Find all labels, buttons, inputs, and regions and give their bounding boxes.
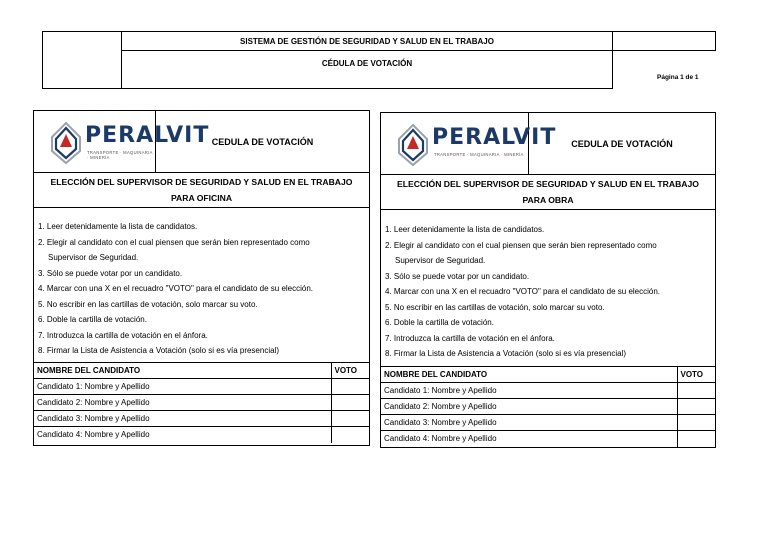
table-row bbox=[34, 411, 369, 427]
candidate-name: Candidato 1: Nombre y Apellido bbox=[34, 379, 331, 395]
election-line-1: ELECCIÓN DEL SUPERVISOR DE SEGURIDAD Y SALUD EN EL TRABAJO bbox=[50, 177, 353, 187]
ballot-obra bbox=[380, 112, 716, 448]
table-row bbox=[34, 427, 369, 443]
instruction-item: 8. Firmar la Lista de Asistencia a Votación (solo si es vía presencial) bbox=[385, 349, 626, 358]
header-logo-cell bbox=[42, 31, 122, 89]
header-title-cell bbox=[121, 50, 613, 89]
logo-cell bbox=[381, 113, 557, 175]
vote-header: VOTO bbox=[677, 367, 715, 383]
table-row bbox=[34, 379, 369, 395]
brand-name: PERALVIT bbox=[432, 125, 557, 150]
election-line-2: PARA OBRA bbox=[522, 195, 574, 205]
vote-box[interactable] bbox=[331, 395, 369, 411]
vote-box[interactable] bbox=[331, 427, 369, 443]
instruction-item: 5. No escribir en las cartillas de votación, solo marcar su voto. bbox=[385, 302, 605, 312]
ballot-oficina bbox=[33, 110, 370, 446]
candidate-name: Candidato 4: Nombre y Apellido bbox=[34, 427, 331, 443]
candidate-name-header: NOMBRE DEL CANDIDATO bbox=[34, 363, 331, 379]
instruction-item: 7. Introduzca la cartilla de votación en el ánfora. bbox=[385, 333, 555, 343]
table-header-row bbox=[34, 363, 369, 379]
candidate-table bbox=[34, 362, 369, 443]
candidate-name: Candidato 4: Nombre y Apellido bbox=[381, 431, 677, 447]
table-header-row bbox=[381, 367, 715, 383]
instruction-item: 7. Introduzca la cartilla de votación en el ánfora. bbox=[38, 330, 208, 340]
table-row bbox=[381, 415, 715, 431]
instruction-item: 4. Marcar con una X en el recuadro "VOTO" para el candidato de su elección. bbox=[385, 287, 661, 296]
document-header bbox=[42, 31, 716, 89]
instruction-item: 1. Leer detenidamente la lista de candidatos. bbox=[385, 225, 545, 234]
header-code-cell bbox=[612, 31, 716, 51]
ballot-title: CEDULA DE VOTACIÓN bbox=[156, 111, 369, 173]
election-heading bbox=[381, 175, 715, 210]
peralvit-logo-icon bbox=[397, 123, 429, 167]
peralvit-logo-icon bbox=[50, 121, 82, 165]
brand-name: PERALVIT bbox=[85, 123, 210, 148]
instruction-item: 6. Doble la cartilla de votación. bbox=[38, 315, 147, 324]
election-line-2: PARA OFICINA bbox=[170, 193, 233, 203]
instruction-item: Supervisor de Seguridad. bbox=[48, 253, 139, 262]
election-line-1: ELECCIÓN DEL SUPERVISOR DE SEGURIDAD Y SALUD EN EL TRABAJO bbox=[397, 179, 699, 189]
vote-box[interactable] bbox=[331, 411, 369, 427]
candidate-name: Candidato 2: Nombre y Apellido bbox=[34, 395, 331, 411]
system-title: SISTEMA DE GESTIÓN DE SEGURIDAD Y SALUD EN EL TRABAJO bbox=[240, 37, 494, 46]
candidate-name: Candidato 3: Nombre y Apellido bbox=[34, 411, 331, 427]
instruction-item: 3. Sólo se puede votar por un candidato. bbox=[385, 271, 530, 281]
candidate-name: Candidato 3: Nombre y Apellido bbox=[381, 415, 677, 431]
instructions-list bbox=[385, 222, 711, 362]
document-title: CÉDULA DE VOTACIÓN bbox=[321, 59, 413, 68]
logo-cell bbox=[34, 111, 210, 173]
instruction-item: 3. Sólo se puede votar por un candidato. bbox=[38, 268, 183, 278]
vote-box[interactable] bbox=[677, 415, 715, 431]
instruction-item: 5. No escribir en las cartillas de votación, solo marcar su voto. bbox=[38, 299, 258, 309]
election-heading bbox=[34, 173, 369, 208]
candidate-name: Candidato 2: Nombre y Apellido bbox=[381, 399, 677, 415]
instruction-item: 8. Firmar la Lista de Asistencia a Votación (solo si es vía presencial) bbox=[38, 346, 279, 355]
ballot-title: CEDULA DE VOTACIÓN bbox=[529, 113, 715, 175]
table-row bbox=[381, 431, 715, 447]
instructions-list bbox=[38, 219, 365, 359]
vote-box[interactable] bbox=[677, 399, 715, 415]
instruction-item: 4. Marcar con una X en el recuadro "VOTO" para el candidato de su elección. bbox=[38, 284, 314, 293]
vote-box[interactable] bbox=[677, 383, 715, 399]
vote-box[interactable] bbox=[331, 379, 369, 395]
brand-tagline: TRANSPORTE · MAQUINARIA · MINERÍA bbox=[87, 150, 153, 160]
vote-header: VOTO bbox=[331, 363, 369, 379]
table-row bbox=[381, 383, 715, 399]
candidate-table bbox=[381, 366, 715, 447]
instruction-item: 1. Leer detenidamente la lista de candidatos. bbox=[38, 222, 198, 231]
candidate-name: Candidato 1: Nombre y Apellido bbox=[381, 383, 677, 399]
table-row bbox=[34, 395, 369, 411]
instruction-item: 2. Elegir al candidato con el cual piensen que serán bien representado como bbox=[38, 237, 310, 247]
instruction-item: Supervisor de Seguridad. bbox=[395, 256, 486, 265]
brand-tagline: TRANSPORTE · MAQUINARIA · MINERÍA bbox=[434, 152, 524, 157]
instruction-item: 6. Doble la cartilla de votación. bbox=[385, 318, 494, 327]
candidate-name-header: NOMBRE DEL CANDIDATO bbox=[381, 367, 677, 383]
instruction-item: 2. Elegir al candidato con el cual piensen que serán bien representado como bbox=[385, 240, 657, 250]
table-row bbox=[381, 399, 715, 415]
vote-box[interactable] bbox=[677, 431, 715, 447]
page-number: Página 1 de 1 bbox=[657, 74, 699, 81]
